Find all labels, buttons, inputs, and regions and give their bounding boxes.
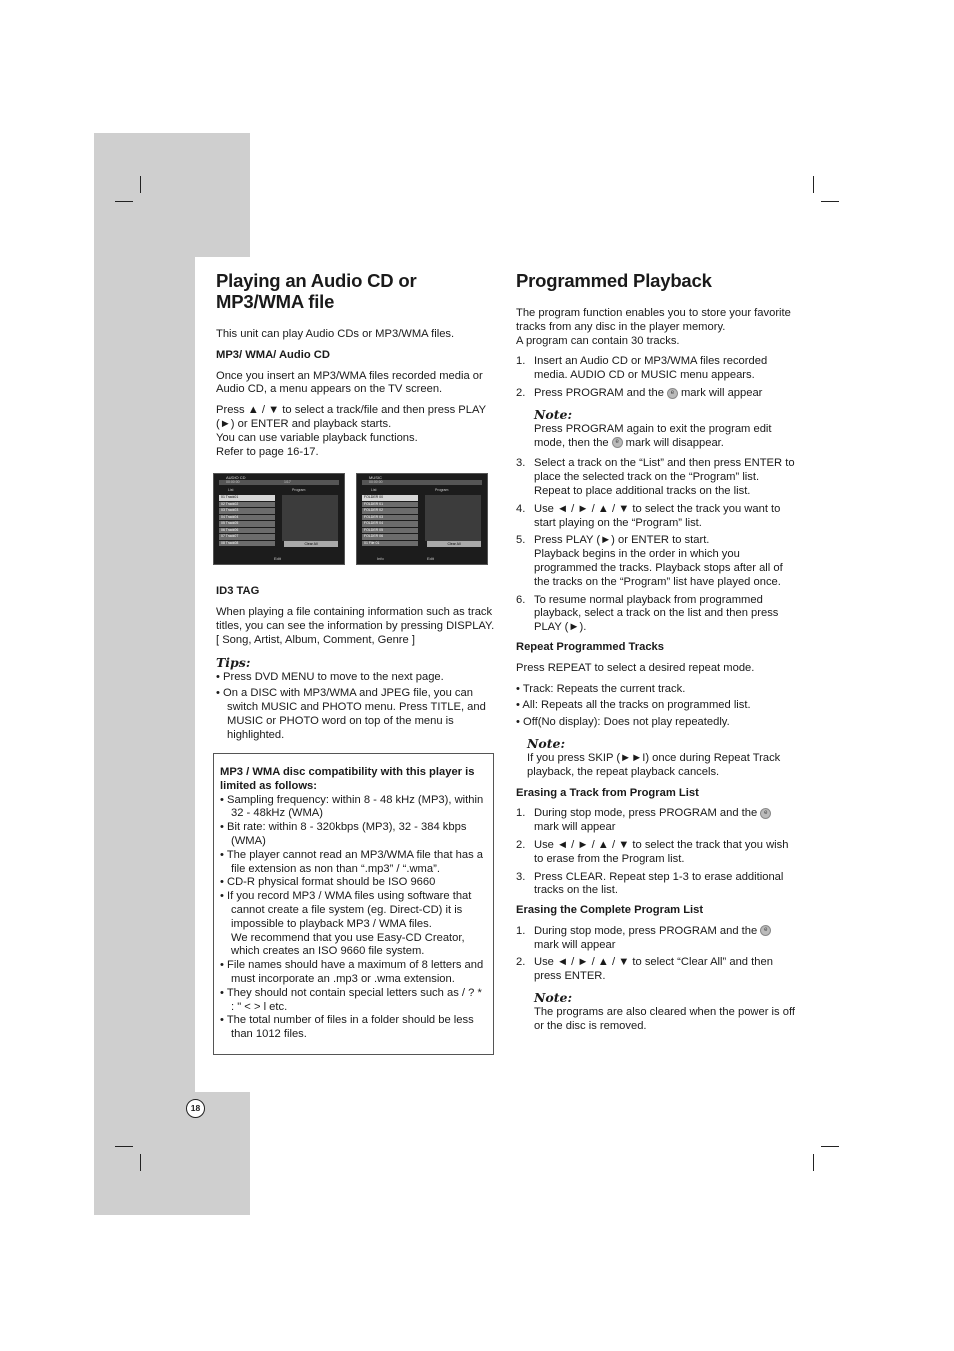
screen-footer-edit: Edit xyxy=(427,556,434,562)
screen-footer-info: Info xyxy=(377,556,384,562)
list-item: We recommend that you use Easy-CD Creator, which creates an ISO 9660 file system. xyxy=(231,931,465,958)
crop-mark xyxy=(813,176,814,193)
erase-heading: Erasing a Track from Program List xyxy=(516,786,699,799)
screen-track: 03 Track03 xyxy=(219,508,275,514)
crop-mark xyxy=(140,176,141,193)
crop-mark xyxy=(140,1154,141,1171)
screen-count: 1/17 xyxy=(284,480,291,485)
list-item: • File names should have a maximum of 8 letters and must incorporate an .mp3 or .wma extension. xyxy=(220,959,484,985)
list-item: • CD-R physical format should be ISO 9660 xyxy=(220,876,436,889)
list-item: • Off(No display): Does not play repeatedly. xyxy=(516,716,730,729)
screen-time: 00:00:00 xyxy=(369,480,383,485)
erase-all-heading: Erasing the Complete Program List xyxy=(516,904,704,917)
list-item: • Bit rate: within 8 - 320kbps (MP3), 32 - 384 kbps (WMA) xyxy=(220,821,467,847)
list-item: • On a DISC with MP3/WMA and JPEG file, you can switch MUSIC and PHOTO menu. Press TITLE, and MUSIC or PHOTO word on top of the menu is highlighted. xyxy=(216,687,486,741)
screen-track: FOLDER 01 xyxy=(362,502,418,508)
note-text: If you press SKIP (►►I) once during Repeat Track playback, the repeat playback cancels. xyxy=(527,751,781,778)
left-heading: Playing an Audio CD or MP3/WMA file xyxy=(216,270,417,312)
note-heading: Note: xyxy=(527,735,566,751)
list-item: 2. Use ◄ / ► / ▲ / ▼ to select the track that you wish to erase from the Program list. xyxy=(516,838,789,865)
note-text: The programs are also cleared when the power is off or the disc is removed. xyxy=(534,1006,795,1032)
e-mark-icon: e xyxy=(612,437,623,448)
list-item: • All: Repeats all the tracks on programmed list. xyxy=(516,699,751,712)
program-steps-a xyxy=(516,355,798,400)
list-item: • The player cannot read an MP3/WMA file that has a file extension as non than “.mp3” / “.wma”. xyxy=(220,848,484,875)
program-intro: The program function enables you to store your favorite tracks from any disc in the player memory. A program can contain 30 tracks. xyxy=(516,307,791,347)
list-item: 4. Use ◄ / ► / ▲ / ▼ to select the track you want to start playing on the “Program” list. xyxy=(516,502,781,529)
screen-track: FOLDER 02 xyxy=(362,508,418,514)
screen-track: FOLDER 06 xyxy=(362,534,418,540)
screen-track-list xyxy=(362,495,418,547)
note-3 xyxy=(516,990,798,1034)
erase-steps xyxy=(516,807,798,898)
margin-band-side xyxy=(94,133,195,1215)
margin-band-bottom xyxy=(94,1092,250,1215)
list-item: • If you record MP3 / WMA files using software that cannot create a file system (eg. Direct-CD) it is impossible to playback MP3 / WMA files. xyxy=(220,890,472,930)
screen-track: FOLDER 03 xyxy=(362,515,418,521)
crop-mark xyxy=(115,201,133,202)
e-mark-icon: e xyxy=(667,388,678,399)
screen-program-label: Program xyxy=(292,488,306,493)
note-heading: Note: xyxy=(534,406,573,422)
repeat-heading: Repeat Programmed Tracks xyxy=(516,640,664,653)
tips-list xyxy=(216,671,498,743)
screen-list-label: List xyxy=(228,488,234,493)
note-1: Note: Press PROGRAM again to exit the program edit mode, then the e mark will disappear. xyxy=(516,407,798,451)
tips-heading: Tips: xyxy=(216,654,251,670)
screen-track: FOLDER 04 xyxy=(362,521,418,527)
note-2 xyxy=(516,736,798,780)
screen-track: FOLDER 00 xyxy=(362,495,418,501)
screen-track: 06 Track06 xyxy=(219,528,275,534)
screen-track: 04 Track04 xyxy=(219,515,275,521)
list-item: • Track: Repeats the current track. xyxy=(516,682,686,695)
list-item: 3. Select a track on the “List” and then press ENTER to place the selected track on the “Program” list. Repeat to place additional tracks on the list. xyxy=(516,457,795,497)
list-item: 6. To resume normal playback from programmed playback, select a track on the list and then press PLAY (►). xyxy=(516,593,779,634)
insert-paragraph: Once you insert an MP3/WMA files recorded media or Audio CD, a menu appears on the TV screen. xyxy=(216,369,483,396)
program-steps-b xyxy=(516,457,798,635)
screen-track-list xyxy=(219,495,275,547)
e-mark-icon: e xyxy=(760,808,771,819)
screen-program-label: Program xyxy=(435,488,449,493)
select-paragraph: Press ▲ / ▼ to select a track/file and then press PLAY (►) or ENTER and playback starts. You can use variable playback functions. Refer to page 16-17. xyxy=(216,404,486,458)
screen-title: AUDIO CD xyxy=(226,475,246,481)
crop-mark xyxy=(821,201,839,202)
crop-mark xyxy=(821,1146,839,1147)
screen-track: 01 File 01 xyxy=(362,541,418,547)
screen-track: FOLDER 05 xyxy=(362,528,418,534)
subheading-mp3-wma: MP3/ WMA/ Audio CD xyxy=(216,348,330,361)
right-column xyxy=(516,270,798,1041)
audio-cd-menu-screen xyxy=(213,473,345,565)
list-item: 2. Use ◄ / ► / ▲ / ▼ to select “Clear All” and then press ENTER. xyxy=(516,956,773,983)
compatibility-box xyxy=(213,753,494,1055)
id3-paragraph: When playing a file containing information such as track titles, you can see the information by pressing DISPLAY. [ Song, Artist, Album, Comment, Genre ] xyxy=(216,606,495,646)
screen-time: 00:00:00 xyxy=(226,480,240,485)
screen-clear-all: Clear All xyxy=(284,541,338,547)
screen-list-label: List xyxy=(371,488,377,493)
list-item: 3. Press CLEAR. Repeat step 1-3 to erase additional tracks on the list. xyxy=(516,870,784,897)
screen-program-area xyxy=(282,495,338,541)
left-column xyxy=(216,270,498,749)
list-item: 1. During stop mode, press PROGRAM and the e mark will appear xyxy=(516,807,798,835)
list-item: • Press DVD MENU to move to the next page. xyxy=(216,670,444,683)
screen-track: 01 Track01 xyxy=(219,495,275,501)
note-heading: Note: xyxy=(534,990,573,1006)
music-menu-screen xyxy=(356,473,488,565)
screen-track: 05 Track05 xyxy=(219,521,275,527)
screen-title: MUSIC xyxy=(369,475,382,481)
page-number: 18 xyxy=(186,1099,205,1118)
list-item: 1. During stop mode, press PROGRAM and the e mark will appear xyxy=(516,925,798,953)
list-item: 1. Insert an Audio CD or MP3/WMA files recorded media. AUDIO CD or MUSIC menu appears. xyxy=(516,355,768,382)
screen-program-area xyxy=(425,495,481,541)
e-mark-icon: e xyxy=(760,925,771,936)
repeat-paragraph: Press REPEAT to select a desired repeat mode. xyxy=(516,661,755,674)
screen-track: 08 Track08 xyxy=(219,541,275,547)
id3-heading: ID3 TAG xyxy=(216,585,260,598)
menu-screenshots xyxy=(213,473,498,565)
intro-text: This unit can play Audio CDs or MP3/WMA files. xyxy=(216,328,455,340)
list-item: 5. Press PLAY (►) or ENTER to start. Playback begins in the order in which you programmed the tracks. Playback stops after all of the tracks on the “Program” list have played once. xyxy=(516,534,783,588)
screen-clear-all: Clear All xyxy=(427,541,481,547)
screen-footer: Edit xyxy=(274,556,281,562)
repeat-list xyxy=(516,683,798,730)
list-item: • The total number of files in a folder should be less than 1012 files. xyxy=(220,1014,474,1041)
compat-title: MP3 / WMA disc compatibility with this player is limited as follows: xyxy=(220,766,475,792)
crop-mark xyxy=(115,1146,133,1147)
compat-list xyxy=(220,794,486,1042)
crop-mark xyxy=(813,1154,814,1171)
list-item: • They should not contain special letters such as / ? * : " < > l etc. xyxy=(220,986,482,1013)
right-heading: Programmed Playback xyxy=(516,270,712,291)
list-item: • Sampling frequency: within 8 - 48 kHz (MP3), within 32 - 48kHz (WMA) xyxy=(220,793,484,820)
list-item: 2. Press PROGRAM and the e mark will appear xyxy=(516,386,763,399)
screen-track: 02 Track02 xyxy=(219,502,275,508)
erase-all-steps xyxy=(516,925,798,984)
screen-track: 07 Track07 xyxy=(219,534,275,540)
